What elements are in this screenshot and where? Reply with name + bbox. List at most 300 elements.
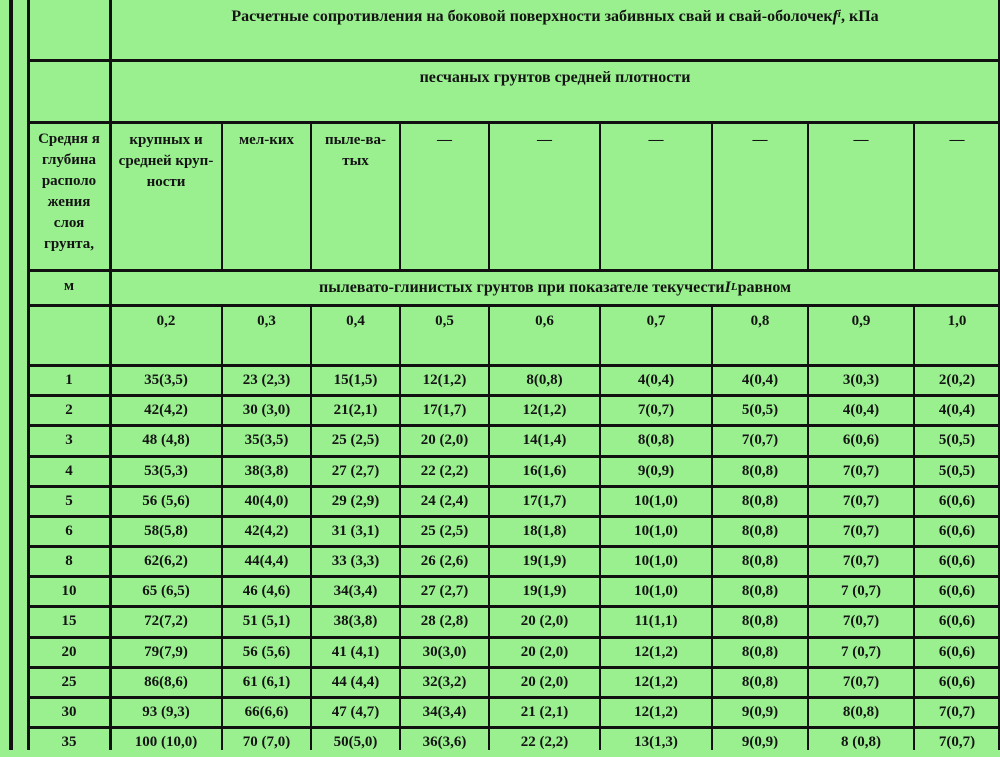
table-cell xyxy=(712,727,808,757)
table-cell xyxy=(311,425,400,456)
depth-value: 4 xyxy=(65,462,73,479)
sand-column-label: пыле-ва-тых xyxy=(324,132,387,169)
cell-value: 100 (10,0) xyxy=(134,733,198,750)
il-value-cell xyxy=(311,305,400,365)
cell-value: 5(0,5) xyxy=(938,432,976,448)
table-cell xyxy=(914,546,1000,576)
table-cell xyxy=(400,365,489,395)
cell-value: 25 (2,5) xyxy=(420,522,469,539)
depth-value: 8 xyxy=(65,552,73,569)
table-cell xyxy=(222,576,311,606)
table-cell xyxy=(600,486,712,516)
cell-value: 6(0,6) xyxy=(938,673,976,690)
table-cell xyxy=(489,606,600,637)
il-value: 0,4 xyxy=(346,313,365,329)
table-row-depth xyxy=(28,637,110,667)
cell-value: 8(0,8) xyxy=(741,582,779,599)
depth-value: 6 xyxy=(65,522,73,539)
sand-column-label: — xyxy=(537,132,552,148)
cell-value: 21(2,1) xyxy=(333,401,378,418)
table-cell xyxy=(110,697,222,727)
depth-value: 3 xyxy=(65,432,73,448)
cell-value: 27 (2,7) xyxy=(420,582,469,599)
cell-value: 12(1,2) xyxy=(634,673,678,690)
table-row-depth xyxy=(28,425,110,456)
cell-value: 29 (2,9) xyxy=(331,492,380,509)
cell-value: 20 (2,0) xyxy=(520,673,569,690)
table-cell xyxy=(712,425,808,456)
table-row-depth xyxy=(28,667,110,697)
cell-value: 48 (4,8) xyxy=(142,432,190,448)
cell-value: 7(0,7) xyxy=(637,401,675,418)
cell-value: 8(0,8) xyxy=(741,462,779,479)
table-cell xyxy=(400,637,489,667)
table-cell xyxy=(222,395,311,425)
sand-column-header xyxy=(222,122,311,270)
cell-value: 44(4,4) xyxy=(244,552,289,569)
sand-column-label: — xyxy=(648,132,664,148)
cell-value: 6(0,6) xyxy=(938,613,976,629)
il-value: 0,7 xyxy=(646,313,666,329)
table-cell xyxy=(808,456,914,486)
cell-value: 33 (3,3) xyxy=(331,552,380,569)
cell-value: 70 (7,0) xyxy=(242,733,291,750)
cell-value: 22 (2,2) xyxy=(420,462,469,479)
cell-value: 72(7,2) xyxy=(144,613,188,629)
il-value: 0,6 xyxy=(535,313,554,329)
cell-value: 30(3,0) xyxy=(422,643,467,660)
table-title-unit: , кПа xyxy=(840,8,879,25)
sand-column-header xyxy=(311,122,400,270)
cell-value: 8(0,8) xyxy=(741,522,779,539)
table-cell xyxy=(600,425,712,456)
sand-column-label: мел-ких xyxy=(238,132,295,148)
cell-value: 22 (2,2) xyxy=(520,733,569,750)
cell-value: 93 (9,3) xyxy=(142,703,190,720)
table-cell xyxy=(222,516,311,546)
cell-value: 34(3,4) xyxy=(422,703,467,720)
cell-value: 9(0,9) xyxy=(741,733,779,750)
table-cell xyxy=(914,516,1000,546)
table-cell xyxy=(808,637,914,667)
table-cell xyxy=(311,667,400,697)
cell-value: 27 (2,7) xyxy=(331,462,380,479)
table-row-depth xyxy=(28,576,110,606)
table-cell xyxy=(489,425,600,456)
table-cell xyxy=(600,516,712,546)
table-cell xyxy=(400,456,489,486)
cell-value: 25 (2,5) xyxy=(331,432,380,448)
cell-value: 19(1,9) xyxy=(522,582,567,599)
table-cell xyxy=(914,395,1000,425)
sand-column-label: — xyxy=(853,132,869,148)
cell-value: 56 (5,6) xyxy=(142,492,190,509)
cell-value: 6(0,6) xyxy=(938,522,976,539)
table-cell xyxy=(600,697,712,727)
cell-value: 20 (2,0) xyxy=(520,613,569,629)
cell-value: 3(0,3) xyxy=(842,371,880,388)
table-cell xyxy=(489,486,600,516)
table-title-symbol: f xyxy=(832,8,838,25)
sand-column-header xyxy=(914,122,1000,270)
cell-value: 38(3,8) xyxy=(244,462,289,479)
table-cell xyxy=(222,697,311,727)
clay-header-suffix: равном xyxy=(737,278,791,296)
il-value: 0,3 xyxy=(257,313,276,329)
table-cell xyxy=(489,516,600,546)
table-cell xyxy=(712,606,808,637)
table-cell xyxy=(311,576,400,606)
cell-value: 38(3,8) xyxy=(333,613,378,629)
sand-column-header xyxy=(600,122,712,270)
cell-value: 58(5,8) xyxy=(144,522,188,539)
cell-value: 6(0,6) xyxy=(938,552,976,569)
table-cell xyxy=(712,546,808,576)
table-cell xyxy=(110,486,222,516)
cell-value: 8(0,8) xyxy=(741,613,779,629)
cell-value: 8(0,8) xyxy=(741,673,779,690)
table-row-depth xyxy=(28,516,110,546)
sand-column-header xyxy=(489,122,600,270)
table-cell xyxy=(712,395,808,425)
table-cell xyxy=(600,667,712,697)
table-cell xyxy=(400,425,489,456)
cell-value: 10(1,0) xyxy=(634,492,678,509)
cell-value: 46 (4,6) xyxy=(242,582,291,599)
cell-value: 20 (2,0) xyxy=(420,432,469,448)
table-cell xyxy=(110,576,222,606)
table-cell xyxy=(808,667,914,697)
sand-column-header xyxy=(400,122,489,270)
sand-column-label: — xyxy=(949,132,965,148)
cell-value: 4(0,4) xyxy=(938,401,976,418)
table-cell xyxy=(110,395,222,425)
table-cell xyxy=(712,456,808,486)
table-cell xyxy=(222,486,311,516)
table-cell xyxy=(914,576,1000,606)
cell-value: 35(3,5) xyxy=(244,432,289,448)
il-value: 1,0 xyxy=(947,313,967,329)
cell-value: 47 (4,7) xyxy=(331,703,380,720)
table-cell xyxy=(400,727,489,757)
il-value-cell xyxy=(222,305,311,365)
depth-value: 30 xyxy=(61,703,77,720)
clay-header-symbol: I xyxy=(724,278,731,296)
il-value: 0,2 xyxy=(156,313,176,329)
il-value: 0,8 xyxy=(750,313,770,329)
table-cell xyxy=(808,365,914,395)
table-cell xyxy=(400,486,489,516)
table-cell xyxy=(110,425,222,456)
table-row-depth xyxy=(28,697,110,727)
depth-value: 25 xyxy=(61,673,77,690)
table-cell xyxy=(808,425,914,456)
table-cell xyxy=(600,365,712,395)
table-title-symbol-sub: i xyxy=(837,8,841,20)
cell-value: 36(3,6) xyxy=(422,733,467,750)
sand-column-header xyxy=(110,122,222,270)
cell-value: 6(0,6) xyxy=(938,582,976,599)
table-cell xyxy=(311,516,400,546)
table-cell xyxy=(914,606,1000,637)
unit-label: м xyxy=(63,278,75,294)
table-cell xyxy=(712,637,808,667)
cell-value: 7 (0,7) xyxy=(841,643,881,660)
table-cell xyxy=(400,576,489,606)
il-value: 0,9 xyxy=(851,313,871,329)
table-cell xyxy=(222,637,311,667)
table-cell xyxy=(808,606,914,637)
cell-value: 17(1,7) xyxy=(522,492,567,509)
table-cell xyxy=(222,456,311,486)
table-cell xyxy=(110,727,222,757)
cell-value: 12(1,2) xyxy=(522,401,567,418)
cell-value: 56 (5,6) xyxy=(242,643,291,660)
table-cell xyxy=(311,606,400,637)
unit-cell xyxy=(28,270,110,305)
sand-column-label: — xyxy=(752,132,768,148)
cell-value: 7(0,7) xyxy=(842,673,880,690)
cell-value: 4(0,4) xyxy=(842,401,880,418)
cell-value: 86(8,6) xyxy=(144,673,188,690)
left-margin-line xyxy=(9,0,13,750)
sand-header xyxy=(110,60,1000,122)
cell-value: 17(1,7) xyxy=(422,401,467,418)
cell-value: 18(1,8) xyxy=(522,522,567,539)
table-cell xyxy=(489,727,600,757)
table-cell xyxy=(600,456,712,486)
cell-value: 7(0,7) xyxy=(938,703,976,720)
table-row-depth xyxy=(28,606,110,637)
cell-value: 8(0,8) xyxy=(741,643,779,660)
cell-value: 44 (4,4) xyxy=(331,673,380,690)
cell-value: 40(4,0) xyxy=(244,492,289,509)
table-cell xyxy=(914,727,1000,757)
cell-value: 13(1,3) xyxy=(634,733,678,750)
cell-value: 41 (4,1) xyxy=(331,643,380,660)
depth-value: 2 xyxy=(65,401,73,418)
cell-value: 12(1,2) xyxy=(634,703,678,720)
cell-value: 5(0,5) xyxy=(938,462,976,479)
table-cell xyxy=(808,727,914,757)
il-value-cell xyxy=(110,305,222,365)
table-cell xyxy=(222,425,311,456)
cell-value: 7(0,7) xyxy=(842,492,880,509)
depth-value: 20 xyxy=(61,643,77,660)
cell-value: 10(1,0) xyxy=(634,552,678,569)
cell-value: 4(0,4) xyxy=(637,371,675,388)
table-cell xyxy=(712,697,808,727)
il-row-blank xyxy=(28,305,110,365)
cell-value: 7(0,7) xyxy=(938,733,976,750)
table-cell xyxy=(311,456,400,486)
table-cell xyxy=(808,395,914,425)
cell-value: 7(0,7) xyxy=(842,462,880,479)
cell-value: 2(0,2) xyxy=(938,371,976,388)
table-cell xyxy=(600,576,712,606)
table-cell xyxy=(914,365,1000,395)
cell-value: 8(0,8) xyxy=(741,492,779,509)
il-value-cell xyxy=(914,305,1000,365)
table-row-depth xyxy=(28,365,110,395)
cell-value: 50(5,0) xyxy=(333,733,378,750)
cell-value: 9(0,9) xyxy=(637,462,675,479)
clay-header-symbol-sub: L xyxy=(730,281,738,293)
cell-value: 10(1,0) xyxy=(634,582,678,599)
depth-value: 10 xyxy=(61,582,77,599)
table-cell xyxy=(110,667,222,697)
cell-value: 53(5,3) xyxy=(144,462,188,479)
cell-value: 15(1,5) xyxy=(333,371,378,388)
table-cell xyxy=(311,637,400,667)
table-cell xyxy=(808,576,914,606)
cell-value: 30 (3,0) xyxy=(242,401,291,418)
table-cell xyxy=(914,667,1000,697)
table-cell xyxy=(110,606,222,637)
cell-value: 61 (6,1) xyxy=(242,673,291,690)
cell-value: 10(1,0) xyxy=(634,522,678,539)
clay-header-text: пылевато-глинистых грунтов при показателе текучести xyxy=(319,278,725,296)
table-cell xyxy=(914,425,1000,456)
cell-value: 8 (0,8) xyxy=(841,733,881,750)
cell-value: 8(0,8) xyxy=(741,552,779,569)
cell-value: 20 (2,0) xyxy=(520,643,569,660)
cell-value: 7(0,7) xyxy=(842,552,880,569)
cell-value: 12(1,2) xyxy=(634,643,678,660)
sand-header-text: песчаных грунтов средней плотности xyxy=(419,69,691,86)
cell-value: 66(6,6) xyxy=(244,703,289,720)
cell-value: 21 (2,1) xyxy=(520,703,569,720)
table-cell xyxy=(400,516,489,546)
table-cell xyxy=(712,365,808,395)
cell-value: 8(0,8) xyxy=(526,371,563,388)
cell-value: 14(1,4) xyxy=(522,432,567,448)
table-cell xyxy=(489,395,600,425)
cell-value: 16(1,6) xyxy=(522,462,567,479)
cell-value: 26 (2,6) xyxy=(420,552,469,569)
table-cell xyxy=(400,546,489,576)
table-cell xyxy=(311,486,400,516)
cell-value: 42(4,2) xyxy=(244,522,289,539)
il-value-cell xyxy=(600,305,712,365)
table-cell xyxy=(489,576,600,606)
table-cell xyxy=(311,727,400,757)
table-cell xyxy=(914,637,1000,667)
table-cell xyxy=(600,546,712,576)
table-cell xyxy=(808,697,914,727)
table-cell xyxy=(914,486,1000,516)
table-cell xyxy=(400,395,489,425)
table-cell xyxy=(222,606,311,637)
depth-value: 15 xyxy=(61,613,77,629)
cell-value: 12(1,2) xyxy=(422,371,467,388)
cell-value: 9(0,9) xyxy=(741,703,779,720)
cell-value: 23 (2,3) xyxy=(242,371,291,388)
depth-value: 1 xyxy=(65,371,73,388)
table-cell xyxy=(600,395,712,425)
depth-value: 35 xyxy=(61,733,77,750)
table-cell xyxy=(600,727,712,757)
cell-value: 7 (0,7) xyxy=(841,582,881,599)
cell-value: 8(0,8) xyxy=(842,703,880,720)
table-cell xyxy=(110,365,222,395)
table-cell xyxy=(110,456,222,486)
table-cell xyxy=(400,697,489,727)
table-cell xyxy=(489,365,600,395)
il-value-cell xyxy=(489,305,600,365)
table-cell xyxy=(311,697,400,727)
table-cell xyxy=(600,606,712,637)
table-cell xyxy=(712,486,808,516)
table-cell xyxy=(110,546,222,576)
table-cell xyxy=(400,667,489,697)
sand-column-header xyxy=(808,122,914,270)
cell-value: 7(0,7) xyxy=(842,522,880,539)
cell-value: 7(0,7) xyxy=(741,432,779,448)
table-title-text: Расчетные сопротивления на боковой поверхности забивных свай и свай-оболочек xyxy=(231,8,833,25)
il-value-cell xyxy=(712,305,808,365)
cell-value: 6(0,6) xyxy=(938,643,976,660)
cell-value: 4(0,4) xyxy=(741,371,779,388)
table-row-depth xyxy=(28,546,110,576)
cell-value: 5(0,5) xyxy=(741,401,779,418)
table-cell xyxy=(712,576,808,606)
cell-value: 31 (3,1) xyxy=(331,522,380,539)
table-row-depth xyxy=(28,395,110,425)
cell-value: 42(4,2) xyxy=(144,401,188,418)
table-cell xyxy=(808,546,914,576)
table-cell xyxy=(311,546,400,576)
table-cell xyxy=(600,637,712,667)
sand-column-label: крупных и средней круп-ности xyxy=(118,132,214,190)
table-cell xyxy=(914,697,1000,727)
table-cell xyxy=(311,395,400,425)
table-cell xyxy=(489,667,600,697)
table-title xyxy=(110,0,1000,60)
table-cell xyxy=(400,606,489,637)
table-cell xyxy=(489,546,600,576)
il-value-cell xyxy=(400,305,489,365)
cell-value: 11(1,1) xyxy=(634,613,678,629)
table-cell xyxy=(222,727,311,757)
depth-label xyxy=(28,122,110,270)
clay-header xyxy=(110,270,1000,305)
table-cell xyxy=(110,516,222,546)
table-cell xyxy=(808,486,914,516)
cell-value: 62(6,2) xyxy=(144,552,188,569)
sand-column-header xyxy=(712,122,808,270)
il-value: 0,5 xyxy=(435,313,454,329)
cell-value: 35(3,5) xyxy=(144,371,188,388)
cell-value: 51 (5,1) xyxy=(242,613,291,629)
table-cell xyxy=(110,637,222,667)
table-cell xyxy=(311,365,400,395)
table-cell xyxy=(712,667,808,697)
cell-value: 6(0,6) xyxy=(842,432,880,448)
table-cell xyxy=(222,365,311,395)
table-cell xyxy=(222,546,311,576)
table-cell xyxy=(489,697,600,727)
cell-value: 79(7,9) xyxy=(144,643,188,660)
table-row-depth xyxy=(28,456,110,486)
table-cell xyxy=(489,456,600,486)
il-value-cell xyxy=(808,305,914,365)
cell-value: 65 (6,5) xyxy=(142,582,190,599)
cell-value: 32(3,2) xyxy=(422,673,467,690)
cell-value: 24 (2,4) xyxy=(420,492,469,509)
table-cell xyxy=(808,516,914,546)
cell-value: 28 (2,8) xyxy=(420,613,469,629)
